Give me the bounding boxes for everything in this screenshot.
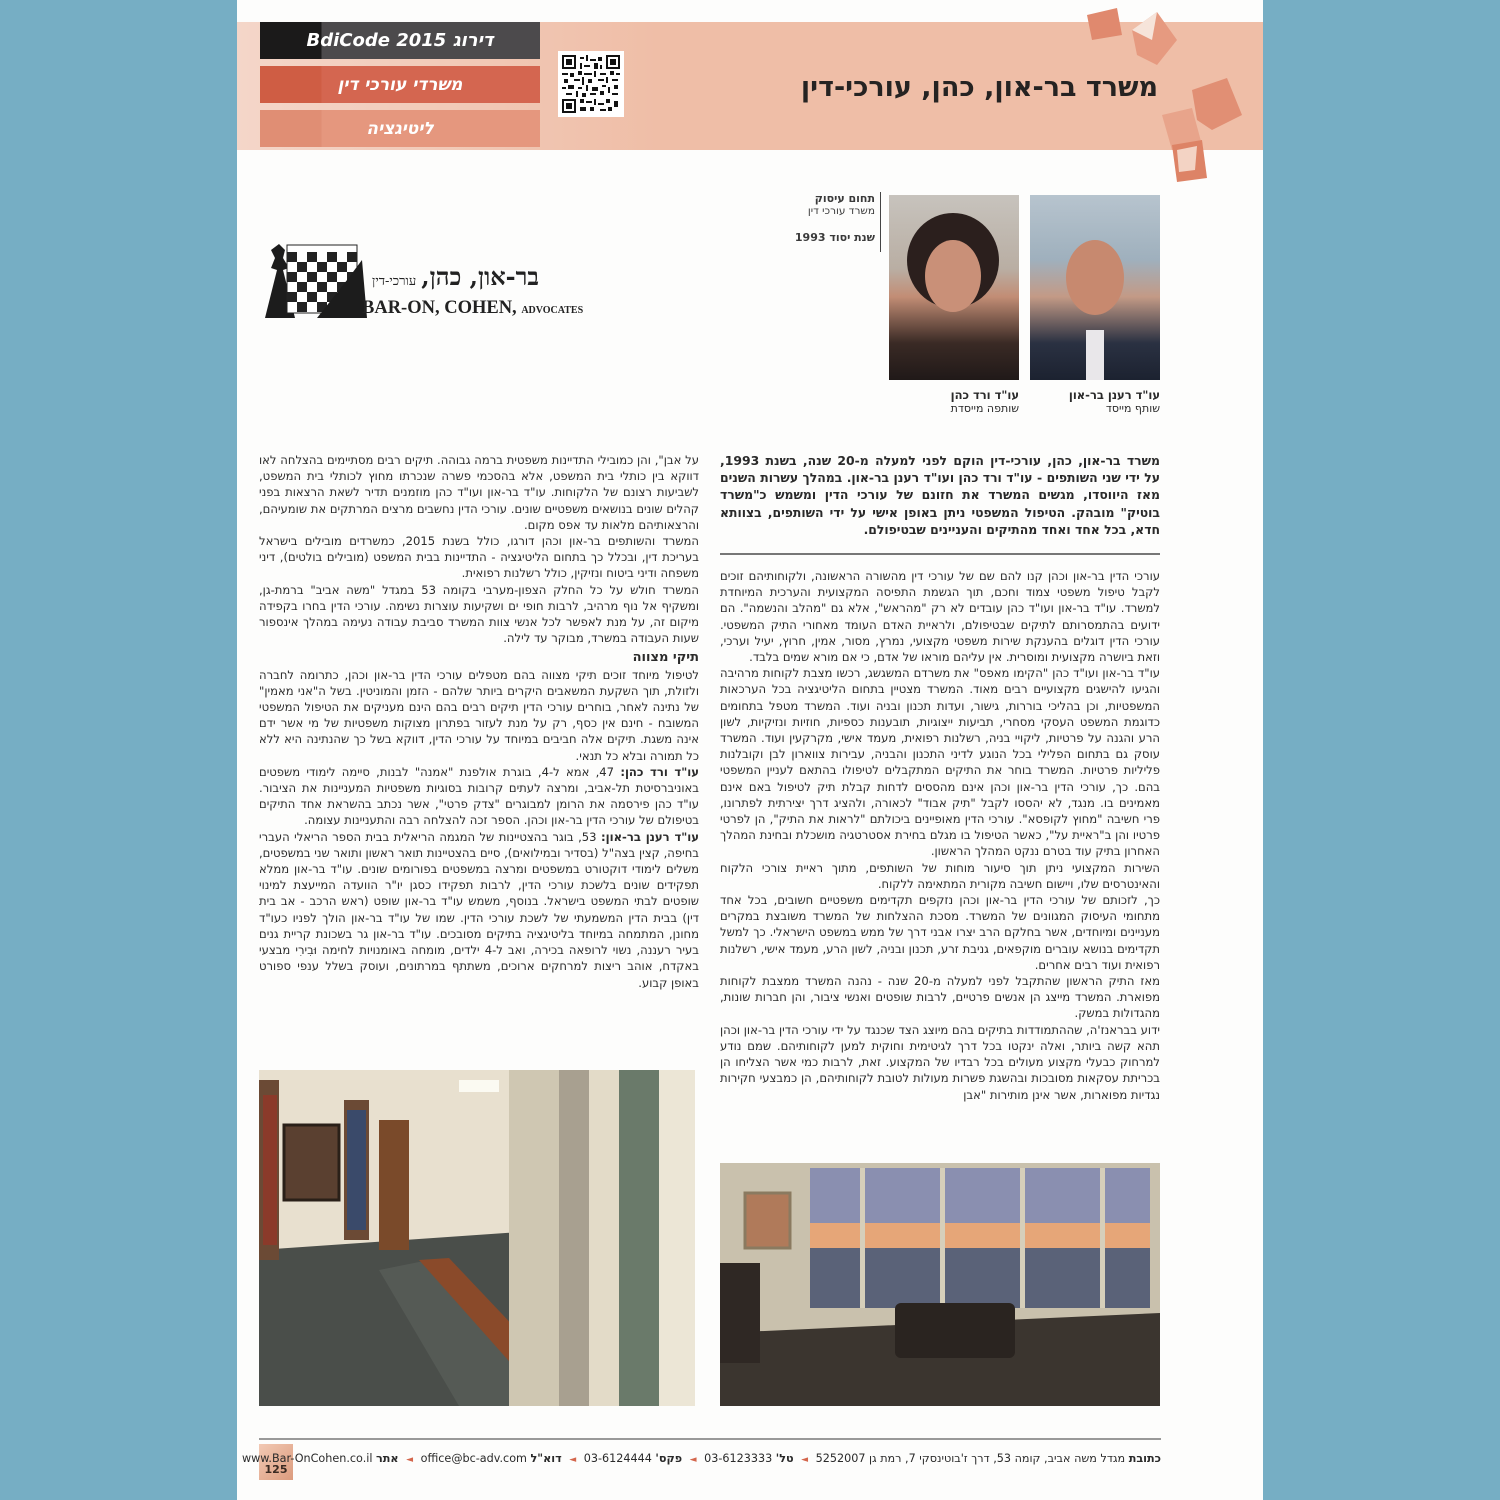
partner-caption-cohen bbox=[951, 388, 1019, 415]
category-tag-text: משרדי עורכי דין bbox=[337, 74, 463, 95]
partner-name: עו"ד ורד כהן bbox=[950, 388, 1019, 402]
page-title: משרד בר-און, כהן, עורכי-דין bbox=[800, 72, 1158, 103]
section-subheading: תיקי מצווה bbox=[632, 650, 699, 666]
bio-name: עו"ד רענן בר-און: bbox=[601, 829, 699, 844]
partner-photo-cohen bbox=[889, 195, 1019, 380]
article-paragraph: לטיפול מיוחד זוכים תיקי מצווה בהם מטפלים עורכי הדין בר-און וכהן, כתרומה לחברה ולזולת, תוך השקעת המשאבים היקרים ביותר שלהם - הזמן והמוניטין. בשל ה"אני מאמין" של נתינה לאחר, בוחרים עורכי הדין תיקים רבים בהם הינם מעניקים את הטיפול המשפטי המשובח - חינם אין כסף, רק על מנת לעזור בפתרון מצוקות משפטיות של מי אשר ידם אינה משגת. תיקים אלה חביבים במיוחד על עורכי הדין, דווקא בשל כך שהנתינה היא ללא כל תמורה ובלא כל תנאי. bbox=[259, 667, 699, 763]
bio-text: 53, בוגר בהצטיינות של המגמה הריאלית בבית הספר הריאלי העברי בחיפה, קצין בצה"ל (בסדיר ובמילואים), סיים בהצטיינות תואר ראשון ותואר שני במשפטים, משלים לימודי דוקטורט במשפטים ומרצה במשפטים בפורומים שונים. עו"ד בר-און ממלא תפקידים שונים בלשכת עורכי הדין, לרבות תפקידו כסגן יו"ר הוועדה המייעצת למינוי שופטים לבתי המשפט בישראל. בנוסף, משמש עו"ד בר-און שופט (ראש הרכב - אב בית דין) בבית הדין המשמעתי של לשכת עורכי הדין. שמו של עו"ד בר-און הולך לפניו כעו"ד מחונן, המתמחה במיוחד בליטיגציה בתיקים מסובכים. עו"ד בר-און גר בשכונת קריית גנים בעיר רעננה, נשוי לרופאה בכירה, ואב ל-4 ילדים, מומחה באומנויות לחימה וּבִירִי מבצעי באקדח, אוהב ריצות למרחקים ארוכים, משתתף במרתונים, ועוסק בשלל ענפי ספורט באופן קבוע. bbox=[259, 829, 699, 990]
info-divider bbox=[880, 192, 881, 252]
article-paragraph: עו"ד בר-און ועו"ד כהן "הקימו מאפס" את משרדם המשגשג, רכשו מצבת לקוחות מרהיבה והגיעו להישגים מקצועיים רבים מאוד. המשרד מצטיין בתחום הליטיגציה בכל הערכאות המשפטיות, וכן בהליכי בוררות, גישור, ועדות תכנון ובניה ועוד. המשרד מטפל בתחומים כדוגמת המשפט העסקי מסחרי, תביעות ייצוגיות, תובענות כספיות, חוזיות ונזיקיות, לשון הרע והגנה על פרטיות, ליקויי בניה, רשלנות רפואית, מעמד אישי, מקרקעין ועוד. המשרד עוסק גם בתחום הפלילי בכל הנוגע לדיני התכנון והבניה, עבירות צווארון לבן וקובלנות פליליות פרטיות. המשרד בוחר את התיקים המתקבלים לטיפולו בהתאם לעניין המשפטי בהם. כך, עורכי הדין בר-און וכהן אינם מהססים לדחות קבלת תיק לטיפול באם אינם מאמינים בו. מנגד, לא יהססו לקבל "תיק אבוד" לכאורה, ולהציג דרך יצירתית לפתרונו, פרי חשיבה "מחוץ לקופסא". עורכי הדין מאופיינים ביכולתם "לראות את התיק", הן לפרטי פרטיו והן ב"ראיית על", כאשר הטיפול בו מגלם בחירת אסטרטגיה מושכלת ובחינת המהלך האחרון בתיק עוד בטרם ננקט המהלך הראשון. bbox=[720, 666, 1160, 859]
article-paragraph: המשרד והשותפים בר-און וכהן דורגו, כולל בשנת 2015, כמשרדים מובילים בישראל בעריכת דין, ובכלל כך בתחום הליטיגציה - התדיינות בבית המשפט (מובילים בולטים), דיני משפחה ודיני ביטוח ונזיקין, כולל רשלנות רפואית. bbox=[259, 534, 699, 581]
article-paragraph: על אבן", והן כמובילי התדיינות משפטית ברמה גבוהה. תיקים רבים מסתיימים בהצלחה לאו דווקא בין כותלי בית המשפט, אלא בהסכמי פשרה שנכרתו מחוץ לכותלי בית המשפט, לשביעות רצונם של הלקוחות. עו"ד בר-און ועו"ד כהן מוזמנים תדיר לשאת הרצאות בפני קהלים שונים בנושאים משפטיים שונים. עורכי הדין נחשבים מרצים המרתקים את שומעיהם, והרצאותיהם מלאות עד אפס מקום. bbox=[259, 453, 699, 532]
article-column-right bbox=[720, 568, 1160, 1103]
fax-value: 03-6124444 bbox=[583, 1452, 652, 1465]
site-label: אתר bbox=[376, 1452, 399, 1465]
bio-name: עו"ד ורד כהן: bbox=[620, 764, 699, 779]
article-lead: משרד בר-און, כהן, עורכי-דין הוקם לפני למעלה מ-20 שנה, בשנת 1993, על ידי שני השותפים - עו"ד ורד כהן ועו"ד רענן בר-און. במהלך עשרות השנים מאז היווסדו, מגשים המשרד את חזונם של עורכי הדין ומשמש כ"משרד בוטיק" מובהק. הטיפול המשפטי ניתן באופן אישי על ידי השותפים, בצוותא חדא, בכל אחד ואחד מהתיקים והעניינים שבטיפולם. bbox=[720, 453, 1161, 537]
decorative-cubes-icon bbox=[1077, 0, 1257, 190]
contact-footer bbox=[242, 1452, 1161, 1465]
address-value: מגדל משה אביב, קומה 53, דרך ז'בוטינסקי 7, רמת גן 5252007 bbox=[815, 1452, 1126, 1465]
face-shape bbox=[1066, 240, 1124, 315]
article-paragraph: המשרד חולש על כל החלק הצפון-מערבי בקומה 53 במגדל "משה אביב" ברמת-גן, ומשקיף אל נוף מרהיב, לרבות חופי ים ושקיעות עוצרות נשימה. עורכי הדין בחרו בקפידה מיקום זה, על מנת לאפשר לכל אנשי צוות המשרד סביבת עבודה נעימה במהלך אינספור שעות העבודה במשרד, מבוקר עד לילה. bbox=[259, 582, 700, 646]
arrow-left-icon: ◄ bbox=[801, 1455, 809, 1465]
partner-role: שותפה מייסדת bbox=[950, 402, 1019, 415]
face-shape bbox=[925, 240, 981, 312]
office-corridor-photo bbox=[259, 1070, 695, 1406]
bio-baron bbox=[259, 829, 699, 991]
article-paragraph: ידוע בבראנז'ה, שההתמודדות בתיקים בהם מיוצג הצד שכנגד על ידי עורכי הדין בר-און וכהן תהא קשה ביותר, ואלה ינקטו בכל דרך לגיטימית וחוקית למען לקוחותיהם. שמם נודע למרחוק כבעלי מקצוע מעולים בכל רבדיו של המקצוע. זאת, לרבות כמי אשר הצליחו הן בכריתת עסקאות מסובכות ובהשגת פשרות מעולות לטובת לקוחותיהם, הן כמבצעי חקירות נגדיות מפוארות, אשר אינן מותירות "אבן bbox=[720, 1022, 1160, 1102]
fax-label: פקס' bbox=[655, 1452, 683, 1465]
magazine-page bbox=[237, 0, 1263, 1500]
logo-english-name: BAR-ON, COHEN, bbox=[362, 298, 517, 318]
field-value: משרד עורכי דין bbox=[807, 205, 875, 217]
category-tag bbox=[260, 66, 540, 103]
article-column-left bbox=[259, 452, 699, 991]
bio-cohen bbox=[259, 764, 699, 829]
article-paragraph: מאז התיק הראשון שהתקבל לפני למעלה מ-20 שנה - נהנה המשרד ממצבת לקוחות מפוארת. המשרד מייצג הן אנשים פרטיים, לרבות שופטים ואנשי ציבור, והן חברות שונות, מהגדולות במשק. bbox=[720, 974, 1160, 1021]
phone-value[interactable]: 03-6123333 bbox=[704, 1452, 773, 1465]
company-info bbox=[795, 192, 875, 244]
ranking-tag-text: דירוג BdiCode 2015 bbox=[306, 30, 494, 51]
footer-divider bbox=[259, 1438, 1161, 1440]
article-paragraph: השירות המקצועי ניתן תוך סיעור מוחות של השותפים, מתוך ראיית צורכי הלקוח והאינטרסים שלו, ויישום חשיבה מקורית המתאימה ללקוח. bbox=[720, 860, 1160, 891]
subcategory-tag-text: ליטיגציה bbox=[366, 118, 434, 139]
logo-hebrew-suffix: עורכי-דין bbox=[372, 274, 417, 289]
qr-code-graphic bbox=[562, 55, 620, 113]
partner-caption-baron bbox=[1069, 388, 1160, 415]
phone-label: טל' bbox=[775, 1452, 794, 1465]
partner-photo-baron bbox=[1030, 195, 1160, 380]
logo-hebrew-name: בר-און, כהן, bbox=[421, 262, 539, 291]
logo-hebrew bbox=[372, 262, 539, 292]
bio-text: 47, אמא ל-4, בוגרת אולפנת "אמנה" לבנות, סיימה לימודי משפטים באוניברסיטת תל-אביב, ומרצה לעתים קרובות בסוגיות משפטיות המעניינות את הציבור. עו"ד כהן פירסמה את הרומן למבוגרים "צדק פרטי", אשר נכתב בהשראת אחד התיקים בטיפולם של עורכי הדין בר-און וכהן. הספר זכה להצלחה רבה והתעניינות עצומה. bbox=[259, 764, 699, 828]
website-link[interactable]: www.Bar-OnCohen.co.il bbox=[241, 1452, 373, 1465]
partner-role: שותף מייסד bbox=[1105, 402, 1160, 415]
arrow-left-icon: ◄ bbox=[689, 1455, 697, 1465]
article-paragraph: עורכי הדין בר-און וכהן קנו להם שם של עורכי דין מהשורה הראשונה, ולקוחותיהם זוכים לקבל טיפול משפטי צמוד וחכם, תוך הגשמת התפיסה המקצועית והערכית המיוחדת למשרד. עו"ד בר-און ועו"ד כהן עובדים לא רק "מהראש", אלא גם "מהלב והנשמה". הם ידועים בהתמסרותם לתיקים שבטיפולם, ולראיית האדם העומד מאחורי התיק המשפטי. עורכי הדין דוגלים בהענקת שירות משפטי מקצועי, נמרץ, מסור, אמין, חרוץ, יעיל וערכי, וזאת ביושרה מקצועית ומוסרית. אין עליהם מוראו של אדם, כי אם מורא שמים בלבד. bbox=[720, 569, 1160, 665]
founded-year: שנת יסוד 1993 bbox=[794, 231, 875, 244]
email-link[interactable]: office@bc-adv.com bbox=[420, 1452, 527, 1465]
lead-divider bbox=[720, 553, 1160, 555]
logo-english-suffix: ADVOCATES bbox=[521, 305, 584, 316]
shirt-shape bbox=[1086, 330, 1104, 380]
arrow-left-icon: ◄ bbox=[569, 1455, 577, 1465]
ranking-tag bbox=[260, 22, 540, 59]
logo-english bbox=[362, 298, 583, 319]
email-label: דוא"ל bbox=[530, 1452, 562, 1465]
partner-name: עו"ד רענן בר-און bbox=[1068, 388, 1160, 402]
address-label: כתובת bbox=[1128, 1452, 1161, 1465]
article-paragraph: כך, לזכותם של עורכי הדין בר-און וכהן נזקפים תקדימים משפטיים חשובים, בכל אחד מתחומי העיסוק המגוונים של המשרד. מסכת ההצלחות של המשרד משובצת במקרים מעניינים ומיוחדים, אשר בחלקם הרב יצרו אבני דרך של ממש במשפט הישראלי. כך למשל תקדימים בנושא עוברים מוקפאים, גניבת זרע, תכנון ובניה, לשון הרע, מעמד אישי, רשלנות רפואית ועוד רבים אחרים. bbox=[720, 893, 1160, 972]
qr-code-icon[interactable] bbox=[558, 51, 624, 117]
office-lounge-photo bbox=[720, 1163, 1160, 1406]
arrow-left-icon: ◄ bbox=[406, 1455, 414, 1465]
field-label: תחום עיסוק bbox=[814, 192, 875, 205]
page-number: 125 bbox=[259, 1444, 293, 1480]
subcategory-tag bbox=[260, 110, 540, 147]
